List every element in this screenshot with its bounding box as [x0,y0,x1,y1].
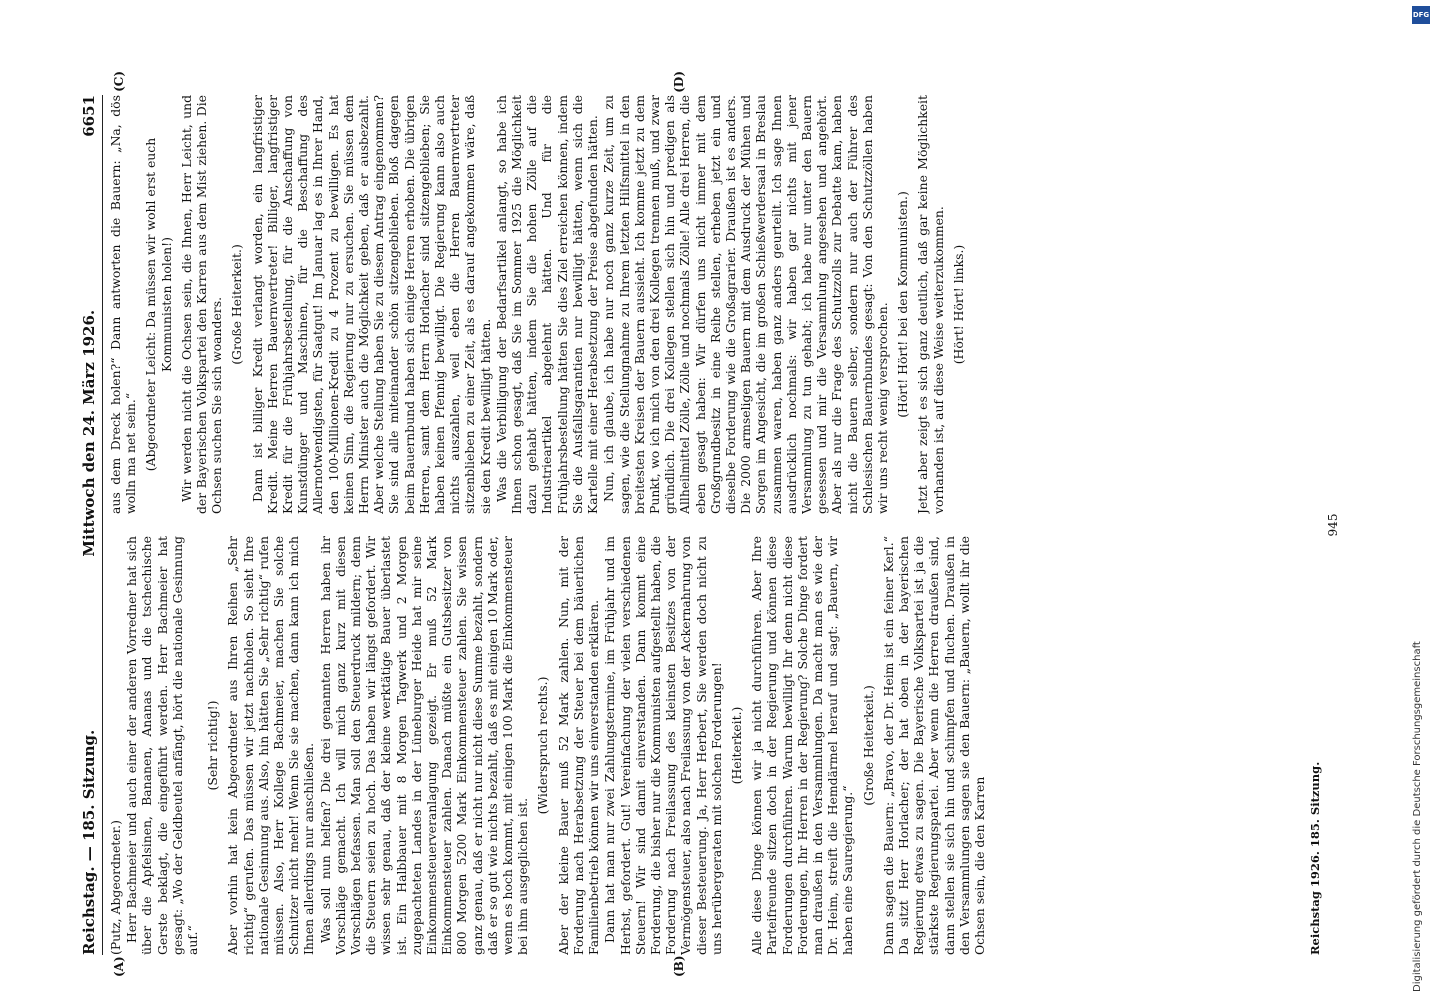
interjection: (Große Heiterkeit.) [229,244,245,365]
paragraph: aus dem Dreck holen?“ Dann antworten die Bauern: „Na, dös wolln ma net sein.“ [108,95,139,514]
footer-signature: Reichstag 1926. 185. Sitzung. [1308,761,1322,955]
paragraph: Herr Bachmeier und auch einer der anderen Vorredner hat sich über die Apfelsinen, Bananen, Ananas und die tschechische Gerste beklagt, die eingeführt werden. Herr Bachmeier hat gesagt: „Wo der Geldbeutel anfängt, hört die nationale Gesinnung auf.“ [124,536,201,955]
digitization-credit [1410,0,1434,1000]
speaker-line: (Putz, Abgeordneter.) [108,820,123,955]
interjection: (Sehr richtig!) [205,700,221,791]
paragraph: Dann sagen die Bauern: „Bravo, der Dr. Heim ist ein feiner Kerl.“ Da sitzt Herr Horlacher; der hat oben in der bayerischen Regierung etwas zu sagen. Die Bayerische Volkspartei ist ja die stärkste Regierungspartei. Aber wenn die Herren draußen sind, dann stellen sie sich hin und schimpfen und fluchen. Draußen in den Versammlungen sagen sie den Bauern: „Bauern, wollt ihr die Ochsen sein, die den Karren [880,536,987,955]
paragraph: Was soll nun helfen? Die drei genannten Herren haben ihr Vorschläge gemacht. Ich will mich ganz kurz mit diesen Vorschlägen befassen. Man soll den Steuerdruck mildern; denn die Steuern seien zu hoch. Das haben wir längst gefordert. Wir wissen sehr genau, daß der kleine werktätige Bauer überlastet ist. Ein Halbbauer mit 8 Morgen Tagwerk und 2 Morgen zugepachteten Landes in der Lüneburger Heide hat mir seine Einkommensteuerveranlagung gezeigt. Er muß 52 Mark Einkommensteuer zahlen. Danach müßte ein Gutsbesitzer von 800 Morgen 5200 Mark Einkommensteuer zahlen. Sie wissen ganz genau, daß er nicht nur nicht diese Summe bezahlt, sondern daß er so gut wie nichts bezahlt, daß es mit einigen 10 Mark oder, wenn es hoch kommt, mit einigen 100 Mark die Einkommensteuer bei ihm ausgeglichen ist. [317,536,531,955]
margin-marker-d: (D) [672,71,686,93]
running-head [80,95,103,955]
paragraph: Was die Verbilligung der Bedarfsartikel anlangt, so habe ich Ihnen schon gesagt, daß Sie im Sommer 1925 die Möglichkeit dazu gehabt hätten, indem Sie die hohen Zölle auf die Industrieartikel abgelehnt hätten. Und für die Frühjahrsbestellung hätten Sie dies Ziel erreichen können, indem Sie die Ausfallsgarantien nur bewilligt hätten, wenn sich die Kartelle mit einer Herabsetzung der Preise abgefunden hätten. [493,95,601,514]
margin-marker-c: (C) [112,71,126,92]
interjection: (Widerspruch rechts.) [535,676,551,815]
dfg-logo-icon: DFG [1412,6,1430,24]
paragraph: Wir werden nicht die Ochsen sein, die Ihnen, Herr Leicht, und der Bayerischen Volkspartei den Karren aus dem Mist ziehen. Die Ochsen suchen Sie sich woanders. [178,95,225,514]
interjection: (Hört! Hört! links.) [950,244,966,365]
left-column [108,536,1300,955]
paragraph: Dann hat man nur zwei Zahlungstermine, im Frühjahr und im Herbst, gefordert. Gut! Vereinfachung der vielen verschiedenen Steuern! Wir sind damit einverstanden. Dann kommt eine Forderung, die bisher nur die Kommunisten aufgestellt haben, die Forderung nach Freilassung des kleinsten Besitzes von der Vermögensteuer, also nach Freilassung von der Ackernahrung von dieser Besteuerung. Ja, Herr Herbert, Sie werden doch nicht zu uns herübergeraten mit solchen Forderungen! [602,536,724,955]
right-column [108,95,1300,514]
interjection: (Abgeordneter Leicht: Da müssen wir wohl erst euch Kommunisten holen!) [143,137,174,472]
margin-marker-a: (A) [112,956,126,977]
interjection: (Hört! Hört! bei den Kommunisten.) [895,191,911,418]
text-columns [108,95,1300,955]
footer-page-number: 945 [1326,513,1340,537]
paragraph: Aber der kleine Bauer muß 52 Mark zahlen. Nun, mit der Forderung nach Herabsetzung der Steuer bei dem bäuerlichen Familienbetrieb können wir uns einverstanden erklären. [555,536,602,955]
paragraph: Alle diese Dinge können wir ja nicht durchführen. Aber Ihre Parteifreunde sitzen doch in der Regierung und können diese Forderungen durchführen. Warum bewilligt Ihr denn nicht diese Forderungen, Ihr Herren in der Regierung? Solche Dinge fordert man draußen in den Versammlungen. Da macht man es wie der Dr. Heim, streift die Hemdärmel herauf und sagt: „Bauern, wir haben eine Sauregierung.“ [749,536,856,955]
interjection: (Große Heiterkeit.) [860,685,876,806]
header-page-number: 6651 [80,95,98,137]
paragraph: Aber vorhin hat kein Abgeordneter aus Ihren Reihen „Sehr richtig“ gerufen. Das müssen wir jetzt nachholen. So sieht Ihre nationale Gesinnung aus. Also, hin hätten Sie „Sehr richtig“ rufen müssen. Also, Herr Kollege Bachmeier, machen Sie solche Schnitzer nicht mehr! Wenn Sie sie machen, dann kann ich mich Ihnen allerdings nur anschließen. [225,536,317,955]
header-session: Reichstag. — 185. Sitzung. [80,729,98,955]
paragraph: Nun, ich glaube, ich habe nur noch ganz kurze Zeit, um zu sagen, wie die Stellungnahme zu Ihrem letzten Hilfsmittel in den breitesten Kreisen der Bauern aussieht. Ich komme jetzt zu dem Punkt, wo ich mich von den drei Kollegen trennen muß, und zwar gründlich. Die drei Kollegen stellen sich hin und predigen als Allheilmittel Zölle, Zölle und nochmals Zölle! Alle drei Herren, die eben gesagt haben: Wir dürfen uns nicht immer mit dem Großgrundbesitz in eine Reihe stellen, erheben jetzt ein und dieselbe Forderung wie die Großagrarier. Draußen ist es anders. Die 2000 armseligen Bauern mit dem Ausdruck der Mühen und Sorgen im Angesicht, die im großen Schießwerdersaal in Breslau zusammen waren, haben ganz anders geurteilt. Ich sage Ihnen ausdrücklich nochmals: wir haben gar nichts mit jener Versammlung zu tun gehabt; ich habe nur unter den Bauern gesessen und mir die Versammlung angesehen und angehört. Aber als nur die Frage des Schutzzolls zur Debatte kam, haben nicht die Bauern selber, sondern nur auch der Führer des Schlesischen Bauernbundes gesagt: Von den Schutzzöllen haben wir uns recht wenig versprochen. [601,95,890,514]
margin-marker-b: (B) [672,955,686,977]
paragraph: Jetzt aber zeigt es sich ganz deutlich, daß gar keine Möglichkeit vorhanden ist, auf diese Weise weiterzukommen. [915,95,946,514]
credit-text: Digitalisierung gefördert durch die Deutsche Forschungsgemeinschaft [1412,641,1423,992]
header-date: Mittwoch den 24. März 1926. [80,309,98,557]
rotated-page [80,71,1340,977]
interjection: (Heiterkeit.) [728,706,744,785]
paragraph: Dann ist billiger Kredit verlangt worden, ein langfristiger Kredit. Meine Herren Bauernvertreter! Billiger, langfristiger Kredit für die Frühjahrsbestellung, für die Anschaffung von Kunstdünger und Maschinen, für die Beschaffung des Allernotwendigsten, für Saatgut! Im Januar lag es in Ihrer Hand, den 100-Millionen-Kredit zu 4 Prozent zu bewilligen. Es hat keinen Sinn, die Regierung nur zu ersuchen. Sie müssen dem Herrn Minister auch die Möglichkeit geben, daß er ausbezahlt. Aber welche Stellung haben Sie zu diesem Antrag eingenommen? Sie sind alle miteinander schön sitzengeblieben. Bloß dagegen beim Bauernbund haben sich einige Herren erhoben. Die übrigen Herren, samt dem Herrn Horlacher sind sitzengeblieben; Sie haben keinen Pfennig bewilligt. Die Regierung kann also auch nichts auszahlen, weil eben die Herren Bauernvertreter sitzenblieben zu einer Zeit, als es darauf angekommen wäre, daß sie den Kredit bewilligt hätten. [249,95,493,514]
